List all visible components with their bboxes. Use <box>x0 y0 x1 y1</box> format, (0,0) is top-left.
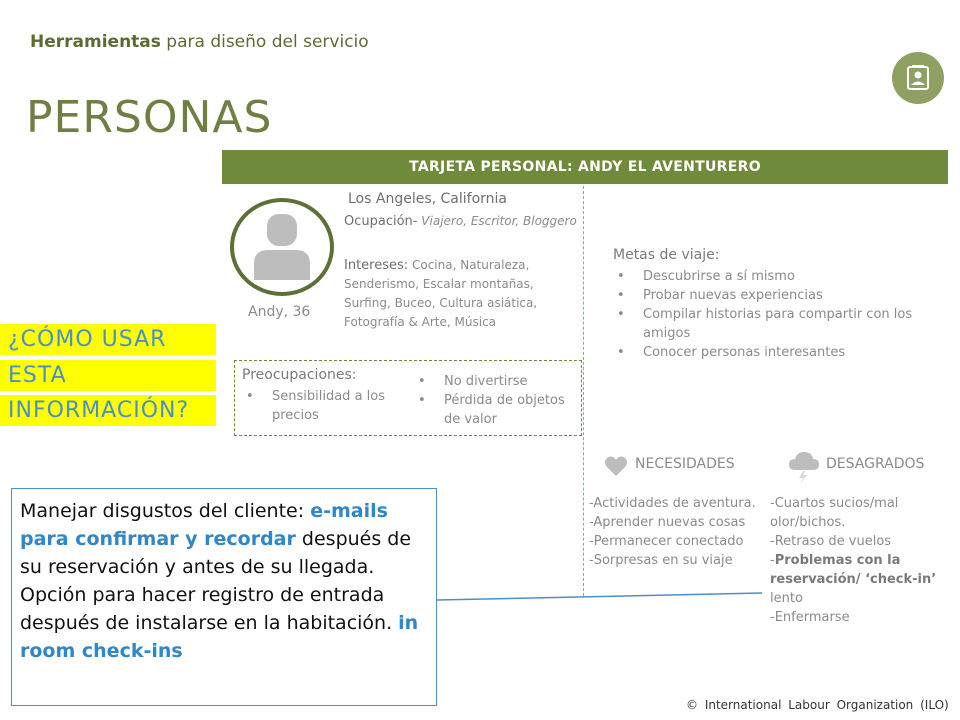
need-item: -Actividades de aventura. <box>589 496 756 511</box>
occupation-text <box>344 212 578 231</box>
occupation-label: Ocupación- <box>344 214 418 229</box>
needs-list <box>589 494 769 570</box>
dislike-item: -Enfermarse <box>770 610 850 625</box>
dislike-item: -Retraso de vuelos <box>770 534 892 549</box>
note-highlight: in room check-ins <box>20 612 419 662</box>
avatar-name: Andy, 36 <box>248 304 311 320</box>
goal-item: • Conocer personas interesantes <box>613 343 948 362</box>
concern-item: • No divertirse <box>414 372 574 391</box>
persona-card-banner: TARJETA PERSONAL: ANDY EL AVENTURERO <box>222 150 948 184</box>
goals-list <box>613 267 948 362</box>
note-paragraph-1 <box>20 497 428 581</box>
concern-item: • Pérdida de objetos de valor <box>414 391 574 429</box>
goal-item: • Compilar historias para compartir con los amigos <box>613 305 948 343</box>
dislike-item <box>770 551 950 608</box>
needs-label: NECESIDADES <box>635 456 735 472</box>
how-to-use-callout-line-2: ESTA <box>0 360 216 391</box>
header-subtitle <box>30 32 369 52</box>
copyright-text: © International Labour Organization (ILO) <box>686 698 949 712</box>
connector-line <box>437 592 767 606</box>
goal-item: • Probar nuevas experiencias <box>613 286 948 305</box>
header-subtitle-rest: para diseño del servicio <box>160 32 369 52</box>
design-note-box <box>11 488 437 706</box>
card-divider <box>583 186 584 596</box>
need-item: -Aprender nuevas cosas <box>589 515 746 530</box>
dislike-rest: lento <box>770 591 803 606</box>
how-to-use-callout-line-1: ¿CÓMO USAR <box>0 324 216 355</box>
header-subtitle-bold: Herramientas <box>30 32 161 52</box>
heart-icon <box>604 455 628 481</box>
location-text: Los Angeles, California <box>348 191 507 207</box>
interests-value: Cocina, Naturaleza, Senderismo, Escalar montañas, Surfing, Buceo, Cultura asiática, Fotografía & Arte, Música <box>344 258 538 329</box>
dislikes-list <box>770 494 950 627</box>
interests-text <box>344 256 580 332</box>
concerns-title: Preocupaciones: <box>242 367 357 383</box>
note-paragraph-2 <box>20 581 428 665</box>
dislike-bold: Problemas con la reservación/ ‘check-in’ <box>770 553 937 587</box>
concerns-list-left <box>242 387 402 425</box>
goal-item: • Descubrirse a sí mismo <box>613 267 948 286</box>
interests-label: Intereses: <box>344 258 409 273</box>
need-item: -Sorpresas en su viaje <box>589 553 733 568</box>
how-to-use-callout-line-3: INFORMACIÓN? <box>0 395 216 426</box>
goals-title: Metas de viaje: <box>613 247 720 263</box>
dislike-item: -Cuartos sucios/mal olor/bichos. <box>770 496 899 530</box>
storm-cloud-icon <box>788 450 820 488</box>
user-silhouette-icon <box>234 202 330 292</box>
note-text: Manejar disgustos del cliente: <box>20 500 311 522</box>
persona-card-icon <box>892 52 944 104</box>
concern-item: • Sensibilidad a los precios <box>242 387 402 425</box>
dislikes-label: DESAGRADOS <box>826 456 925 472</box>
note-text: Opción para hacer registro de entrada después de instalarse en la habitación. <box>20 584 399 634</box>
occupation-value: Viajero, Escritor, Bloggero <box>417 214 577 228</box>
note-text: después de su reservación y antes de su llegada. <box>20 528 412 578</box>
note-highlight: e-mails para confirmar y recordar <box>20 500 388 550</box>
page-title: PERSONAS <box>26 92 273 143</box>
dislike-prefix: - <box>770 553 775 568</box>
avatar <box>230 198 334 296</box>
concerns-list-right <box>414 372 574 429</box>
need-item: -Permanecer conectado <box>589 534 744 549</box>
